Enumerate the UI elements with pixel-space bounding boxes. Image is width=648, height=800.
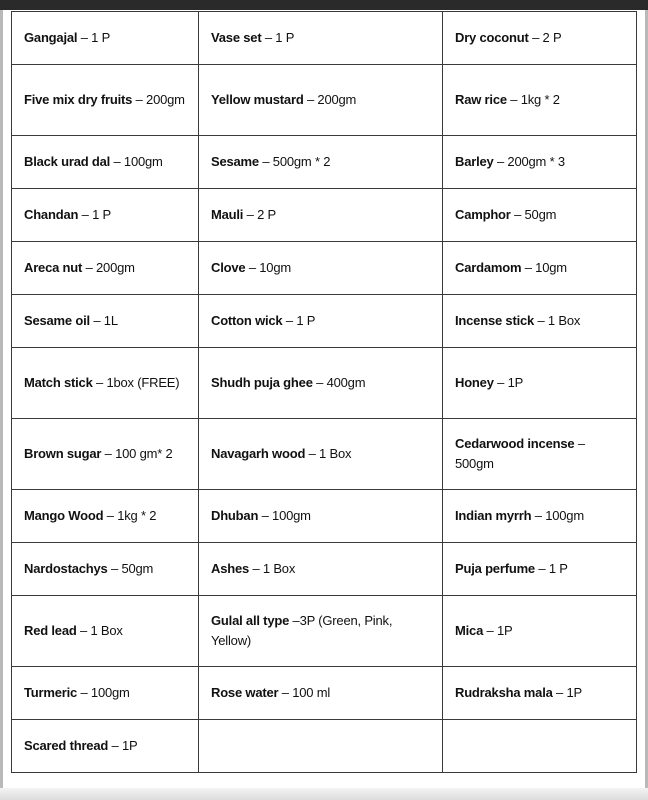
table-cell (199, 242, 443, 295)
table-cell (199, 596, 443, 667)
table-cell (199, 490, 443, 543)
item-quantity: – 10gm (245, 260, 291, 275)
item-name: Black urad dal (24, 154, 111, 169)
table-cell (12, 242, 199, 295)
table-cell (199, 65, 443, 136)
item-name: Gulal all type (211, 613, 290, 628)
table-cell (12, 720, 199, 773)
item-name: Shudh puja ghee (211, 375, 313, 390)
item-quantity: – 1kg * 2 (103, 508, 157, 523)
item-name: Brown sugar (24, 446, 102, 461)
item-name: Nardostachys (24, 561, 108, 576)
item-quantity: – 1 P (282, 313, 316, 328)
table-row (12, 65, 637, 136)
item-name: Five mix dry fruits (24, 92, 133, 107)
table-row (12, 490, 637, 543)
empty-cell (443, 720, 637, 773)
item-quantity: – 1P (483, 623, 513, 638)
item-name: Honey (455, 375, 494, 390)
item-quantity: – 1P (108, 738, 138, 753)
item-name: Red lead (24, 623, 77, 638)
table-cell (12, 189, 199, 242)
table-cell (443, 65, 637, 136)
item-quantity: – 1 Box (305, 446, 352, 461)
table-cell (443, 348, 637, 419)
table-cell (12, 419, 199, 490)
item-quantity: – 1 P (78, 207, 111, 222)
table-cell (443, 419, 637, 490)
item-quantity: – 1 P (77, 30, 111, 45)
table-cell (12, 667, 199, 720)
table-cell (443, 596, 637, 667)
puja-items-table (11, 11, 637, 773)
table-cell (199, 189, 443, 242)
item-name: Scared thread (24, 738, 109, 753)
table-row (12, 242, 637, 295)
table-row (12, 667, 637, 720)
table-cell (199, 348, 443, 419)
table-row (12, 720, 637, 773)
table-row (12, 189, 637, 242)
table-row (12, 543, 637, 596)
item-quantity: – 2 P (243, 207, 277, 222)
item-quantity: – 1box (FREE) (92, 375, 180, 390)
table-cell (443, 543, 637, 596)
item-quantity: – 1 P (261, 30, 295, 45)
item-quantity: – 1P (493, 375, 524, 390)
item-name: Navagarh wood (211, 446, 306, 461)
item-quantity: – 200gm (82, 260, 135, 275)
item-name: Dry coconut (455, 30, 529, 45)
item-quantity: – 100gm (531, 508, 584, 523)
item-quantity: – 100gm (258, 508, 311, 523)
item-name: Mango Wood (24, 508, 104, 523)
table-row (12, 419, 637, 490)
item-quantity: – 50gm (107, 561, 154, 576)
item-quantity: – 1L (89, 313, 118, 328)
item-name: Mauli (211, 207, 244, 222)
table-cell (199, 667, 443, 720)
item-name: Sesame oil (24, 313, 90, 328)
item-name: Turmeric (24, 685, 78, 700)
item-name: Clove (211, 260, 246, 275)
item-name: Incense stick (455, 313, 535, 328)
table-row (12, 295, 637, 348)
table-row (12, 136, 637, 189)
table-cell (12, 136, 199, 189)
top-dark-strip (0, 0, 648, 10)
table-cell (199, 295, 443, 348)
item-name: Mica (455, 623, 484, 638)
item-name: Dhuban (211, 508, 259, 523)
table-cell (199, 12, 443, 65)
item-name: Cotton wick (211, 313, 283, 328)
table-cell (443, 136, 637, 189)
left-frame-edge (0, 10, 3, 788)
bottom-strip (0, 788, 648, 800)
table-cell (443, 242, 637, 295)
item-quantity: –3P (Green, Pink, Yellow) (211, 613, 393, 648)
table-cell (12, 65, 199, 136)
item-quantity: – 10gm (521, 260, 567, 275)
item-quantity: – 100gm (110, 154, 163, 169)
item-quantity: – 500gm (455, 436, 585, 471)
item-quantity: – 2 P (528, 30, 562, 45)
item-name: Ashes (211, 561, 250, 576)
item-quantity: – 1P (552, 685, 582, 700)
table-row (12, 12, 637, 65)
item-name: Cedarwood incense (455, 436, 575, 451)
item-name: Yellow mustard (211, 92, 304, 107)
item-name: Barley (455, 154, 494, 169)
table-row (12, 348, 637, 419)
item-name: Indian myrrh (455, 508, 532, 523)
item-quantity: – 1 Box (249, 561, 296, 576)
table-cell (443, 667, 637, 720)
table-cell (443, 189, 637, 242)
table-cell (199, 543, 443, 596)
item-name: Rose water (211, 685, 279, 700)
item-name: Areca nut (24, 260, 83, 275)
item-name: Raw rice (455, 92, 507, 107)
item-quantity: – 1kg * 2 (506, 92, 560, 107)
table-cell (12, 596, 199, 667)
table-cell (12, 490, 199, 543)
item-quantity: – 1 Box (534, 313, 581, 328)
item-quantity: – 100 gm* 2 (101, 446, 173, 461)
table-cell (12, 295, 199, 348)
item-name: Camphor (455, 207, 511, 222)
item-name: Rudraksha mala (455, 685, 553, 700)
table-cell (443, 490, 637, 543)
table-cell (199, 136, 443, 189)
item-quantity: – 200gm (303, 92, 357, 107)
table-cell (199, 419, 443, 490)
table-row (12, 596, 637, 667)
item-quantity: – 100 ml (278, 685, 331, 700)
table-cell (443, 295, 637, 348)
item-quantity: – 50gm (510, 207, 557, 222)
item-quantity: – 1 P (534, 561, 568, 576)
empty-cell (199, 720, 443, 773)
item-name: Match stick (24, 375, 93, 390)
item-quantity: – 200gm * 3 (493, 154, 565, 169)
item-name: Gangajal (24, 30, 78, 45)
item-name: Sesame (211, 154, 259, 169)
item-name: Chandan (24, 207, 79, 222)
item-name: Vase set (211, 30, 262, 45)
item-name: Puja perfume (455, 561, 535, 576)
item-quantity: – 400gm (312, 375, 366, 390)
table-cell (443, 12, 637, 65)
item-quantity: – 200gm (132, 92, 185, 107)
table-cell (12, 12, 199, 65)
item-quantity: – 100gm (77, 685, 130, 700)
item-name: Cardamom (455, 260, 522, 275)
table-cell (12, 543, 199, 596)
table-cell (12, 348, 199, 419)
item-quantity: – 500gm * 2 (258, 154, 331, 169)
item-quantity: – 1 Box (76, 623, 123, 638)
